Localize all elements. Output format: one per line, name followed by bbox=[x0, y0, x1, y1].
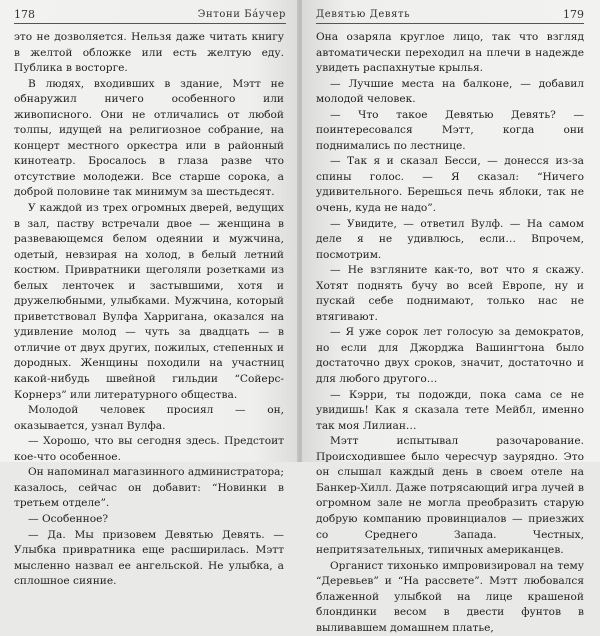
paragraph: — Так я и сказал Бесси, — донесся из-за спины голос. — Я сказал: “Ничего удивительного. Берешься печь яблоки, так не очень, куда не надо”. bbox=[316, 155, 584, 215]
paragraph: — Да. Мы призовем Девятью Девять. — Улыбка привратника еще расширилась. Мэтт мысленно назвал ее ангельской. Не улыбка, а сплошное сияние. bbox=[14, 528, 284, 588]
paragraph: — Что такое Девятью Девять? — поинтересовался Мэтт, когда они поднимались по лестнице. bbox=[316, 108, 584, 152]
right-page-header bbox=[316, 8, 584, 24]
left-page bbox=[0, 0, 298, 588]
paragraph: — Не взгляните как-то, вот что я скажу. Хотят поднять бучу во всей Европе, ну и пускай себе поднимают, только нас не втягивают. bbox=[316, 264, 584, 323]
left-page-number: 178 bbox=[14, 8, 35, 21]
paragraph: это не дозволяется. Нельзя даже читать книгу в желтой обложке или есть желтую еду. Публика в восторге. bbox=[14, 31, 284, 75]
paragraph: Он напоминал магазинного администратора; казалось, сейчас он добавит: “Новинки в третьем отделе”. bbox=[14, 466, 284, 510]
paragraph: У каждой из трех огромных дверей, ведущих в зал, паству встречали двое — женщина в развевающемся белом одеянии и мужчина, одетый, невзирая на холод, в белый летний костюм. Привратники щеголяли розетками из белых ленточек и застывшими, хотя и дружелюбными, улыбками. Мужчина, который приветствовал Вулфа Харригана, оказался на удивление молод — чуть за двадцать — в отличие от двух других, пожилых, степенных и дородных. Женщины походили на участниц какой-нибудь швейной гильдии “Сойерс-Корнерз” или литературного общества. bbox=[14, 202, 284, 401]
paragraph: — Особенное? bbox=[28, 512, 109, 525]
right-running-head: Девятью Девять bbox=[316, 9, 411, 20]
right-header-rule bbox=[316, 23, 584, 24]
paragraph: — Кэрри, ты подожди, пока сама се не увидишь! Как я сказала тете Мейбл, именно так моя Лилиан… bbox=[316, 388, 584, 432]
right-page-body bbox=[316, 30, 584, 636]
paragraph: — Лучшие места на балконе, — добавил молодой человек. bbox=[316, 77, 584, 106]
left-page-header bbox=[14, 8, 286, 24]
paragraph: Органист тихонько импровизировал на тему “Деревьев” и “На рассвете”. Мэтт любовался блаженной улыбкой на лице крашеной блондинки весом в двести фунтов в выливавшем домашнем платье, bbox=[316, 559, 584, 634]
paragraph: — Хорошо, что вы сегодня здесь. Предстоит кое-что особенное. bbox=[14, 435, 284, 463]
paragraph: Мэтт испытывал разочарование. Происходившее было чересчур заурядно. Это он слышал каждый день в своем отеле на Банкер-Хилл. Даже потрясающий игра лучей в огромном зале не могла преобразить старую добрую компанию провинциалов — приезжих со Среднего Запада. Честных, непритязательных, типичных американцев. bbox=[316, 435, 584, 557]
left-page-body bbox=[14, 30, 284, 590]
left-header-rule bbox=[14, 23, 286, 24]
right-page-number: 179 bbox=[563, 8, 584, 21]
paragraph: Она озаряла круглое лицо, так что взгляд автоматически переходил на плечи в надежде увидеть распахнутые крылья. bbox=[316, 31, 584, 75]
paragraph: В людях, входивших в здание, Мэтт не обнаружил ничего особенного или живописного. Они не отличались от любой толпы, идущей на религиозное собрание, на концерт местного оркестра или в районный кинотеатр. Бросалось в глаза разве что отсутствие молодежи. Все старше сорока, а доброй половине так минимум за шестьдесят. bbox=[14, 77, 284, 199]
paragraph: Молодой человек просиял — он, оказывается, узнал Вулфа. bbox=[14, 404, 284, 432]
left-running-head: Энтони Бáучер bbox=[197, 9, 286, 20]
paragraph: — Я уже сорок лет голосую за демократов, но если для Джорджа Вашингтона было достаточно двух сроков, значит, достаточно и для любого другого… bbox=[316, 326, 584, 386]
paragraph: — Увидите, — ответил Вулф. — На самом деле я не удивлюсь, если… Впрочем, посмотрим. bbox=[316, 217, 584, 261]
right-page bbox=[302, 0, 600, 634]
